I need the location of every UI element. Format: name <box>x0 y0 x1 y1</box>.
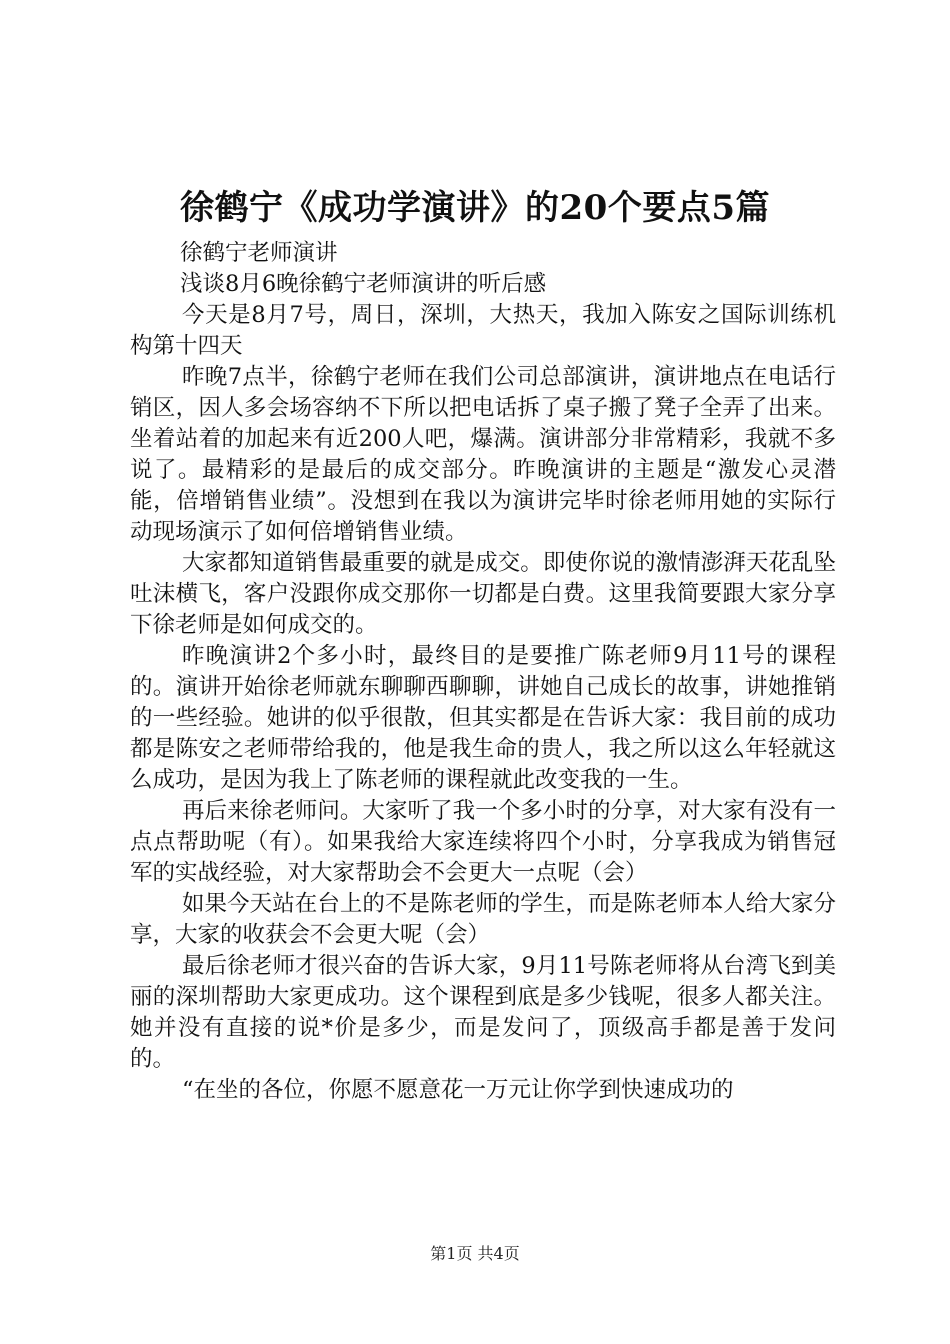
document-body <box>130 238 836 1106</box>
paragraph: 大家都知道销售最重要的就是成交。即使你说的激情澎湃天花乱坠吐沫横飞，客户没跟你成交那你一切都是白费。这里我简要跟大家分享下徐老师是如何成交的。 <box>130 550 836 638</box>
paragraph-subtitle-1: 徐鹤宁老师演讲 <box>180 240 338 266</box>
paragraph: 如果今天站在台上的不是陈老师的学生，而是陈老师本人给大家分享，大家的收获会不会更大呢（会） <box>130 891 836 948</box>
paragraph: 再后来徐老师问。大家听了我一个多小时的分享，对大家有没有一点点帮助呢（有）。如果我给大家连续将四个小时，分享我成为销售冠军的实战经验，对大家帮助会不会更大一点呢（会） <box>130 798 836 886</box>
paragraph: 最后徐老师才很兴奋的告诉大家，9月11号陈老师将从台湾飞到美丽的深圳帮助大家更成功。这个课程到底是多少钱呢，很多人都关注。她并没有直接的说*价是多少，而是发问了，顶级高手都是善于发问的。 <box>130 953 836 1072</box>
paragraph: 昨晚演讲2个多小时，最终目的是要推广陈老师9月11号的课程的。演讲开始徐老师就东聊聊西聊聊，讲她自己成长的故事，讲她推销的一些经验。她讲的似乎很散，但其实都是在告诉大家：我目前的成功都是陈安之老师带给我的，他是我生命的贵人，我之所以这么年轻就这么成功，是因为我上了陈老师的课程就此改变我的一生。 <box>130 643 836 793</box>
paragraph: “在坐的各位，你愿不愿意花一万元让你学到快速成功的 <box>182 1077 734 1103</box>
paragraph: 昨晚7点半，徐鹤宁老师在我们公司总部演讲，演讲地点在电话行销区，因人多会场容纳不下所以把电话拆了桌子搬了凳子全弄了出来。坐着站着的加起来有近200人吧，爆满。演讲部分非常精彩，我就不多说了。最精彩的是最后的成交部分。昨晚演讲的主题是“激发心灵潜能，倍增销售业绩”。没想到在我以为演讲完毕时徐老师用她的实际行动现场演示了如何倍增销售业绩。 <box>130 364 836 545</box>
document-title: 徐鹤宁《成功学演讲》的20个要点5篇 <box>180 188 770 228</box>
paragraph-subtitle-2: 浅谈8月6晚徐鹤宁老师演讲的听后感 <box>180 271 547 297</box>
page-number-footer: 第1页 共4页 <box>430 1244 520 1263</box>
paragraph: 今天是8月7号，周日，深圳，大热天，我加入陈安之国际训练机构第十四天 <box>130 302 836 359</box>
